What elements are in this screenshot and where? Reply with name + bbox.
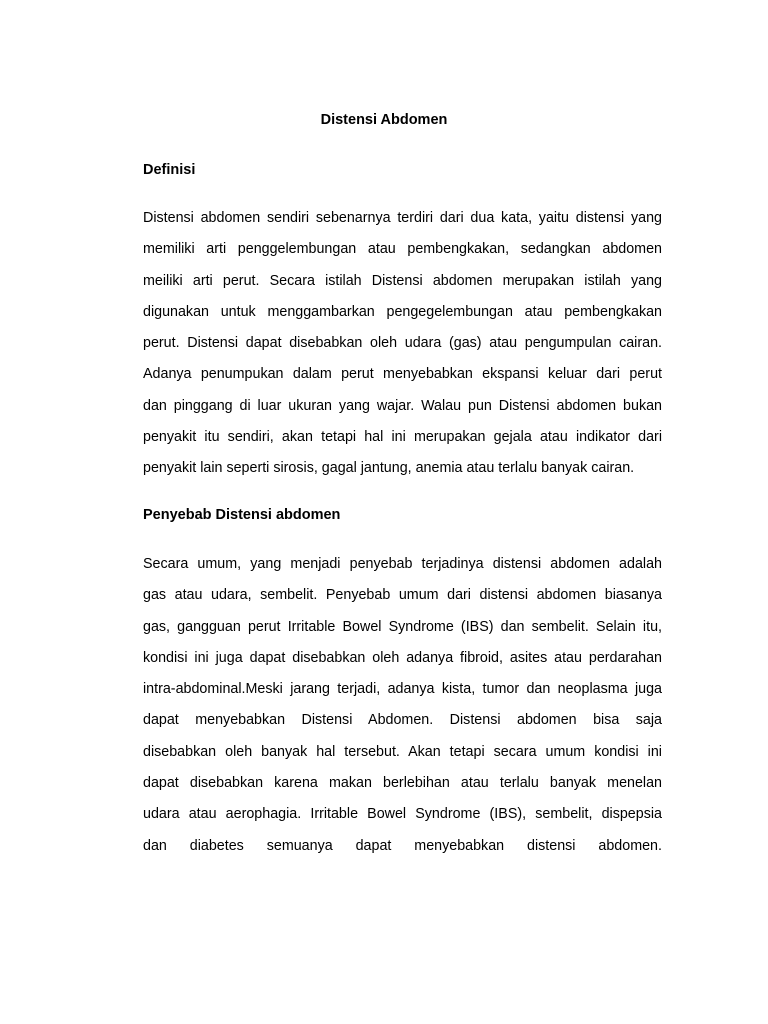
text-line: penyakit lain seperti sirosis, gagal jantung, anemia atau terlalu banyak cairan. <box>143 460 635 477</box>
text-line: udara atau aerophagia. Irritable Bowel Syndrome (IBS), sembelit, dispepsia <box>143 806 662 823</box>
text-line: dapat disebabkan karena makan berlebihan atau terlalu banyak menelan <box>143 775 662 792</box>
text-line: Secara umum, yang menjadi penyebab terjadinya distensi abdomen adalah <box>143 556 662 572</box>
text-line: kondisi ini juga dapat disebabkan oleh adanya fibroid, asites atau perdarahan <box>143 649 662 666</box>
text-line: dapat menyebabkan Distensi Abdomen. Distensi abdomen bisa saja <box>143 712 662 729</box>
section-heading-definisi: Definisi <box>143 162 196 178</box>
document-title: Distensi Abdomen <box>320 112 448 128</box>
section-heading-penyebab: Penyebab Distensi abdomen <box>143 507 341 523</box>
text-line: digunakan untuk menggambarkan pengegelembungan atau pembengkakan <box>143 303 662 320</box>
text-line: dan diabetes semuanya dapat menyebabkan distensi abdomen. <box>143 837 662 854</box>
text-line: gas atau udara, sembelit. Penyebab umum dari distensi abdomen biasanya <box>143 587 662 604</box>
text-line: perut. Distensi dapat disebabkan oleh udara (gas) atau pengumpulan cairan. <box>143 335 662 352</box>
text-line: dan pinggang di luar ukuran yang wajar. Walau pun Distensi abdomen bukan <box>143 397 662 414</box>
text-line: gas, gangguan perut Irritable Bowel Syndrome (IBS) dan sembelit. Selain itu, <box>143 618 662 635</box>
paragraph-definisi <box>143 203 662 485</box>
text-line: meiliki arti perut. Secara istilah Distensi abdomen merupakan istilah yang <box>143 272 662 289</box>
text-line: disebabkan oleh banyak hal tersebut. Akan tetapi secara umum kondisi ini <box>143 743 662 760</box>
paragraph-penyebab <box>143 549 662 862</box>
text-line: memiliki arti penggelembungan atau pembengkakan, sedangkan abdomen <box>143 241 662 258</box>
text-line: Distensi abdomen sendiri sebenarnya terdiri dari dua kata, yaitu distensi yang <box>143 210 662 226</box>
text-line: intra-abdominal.Meski jarang terjadi, adanya kista, tumor dan neoplasma juga <box>143 681 662 698</box>
text-line: penyakit itu sendiri, akan tetapi hal ini merupakan gejala atau indikator dari <box>143 429 662 446</box>
text-line: Adanya penumpukan dalam perut menyebabkan ekspansi keluar dari perut <box>143 366 662 383</box>
